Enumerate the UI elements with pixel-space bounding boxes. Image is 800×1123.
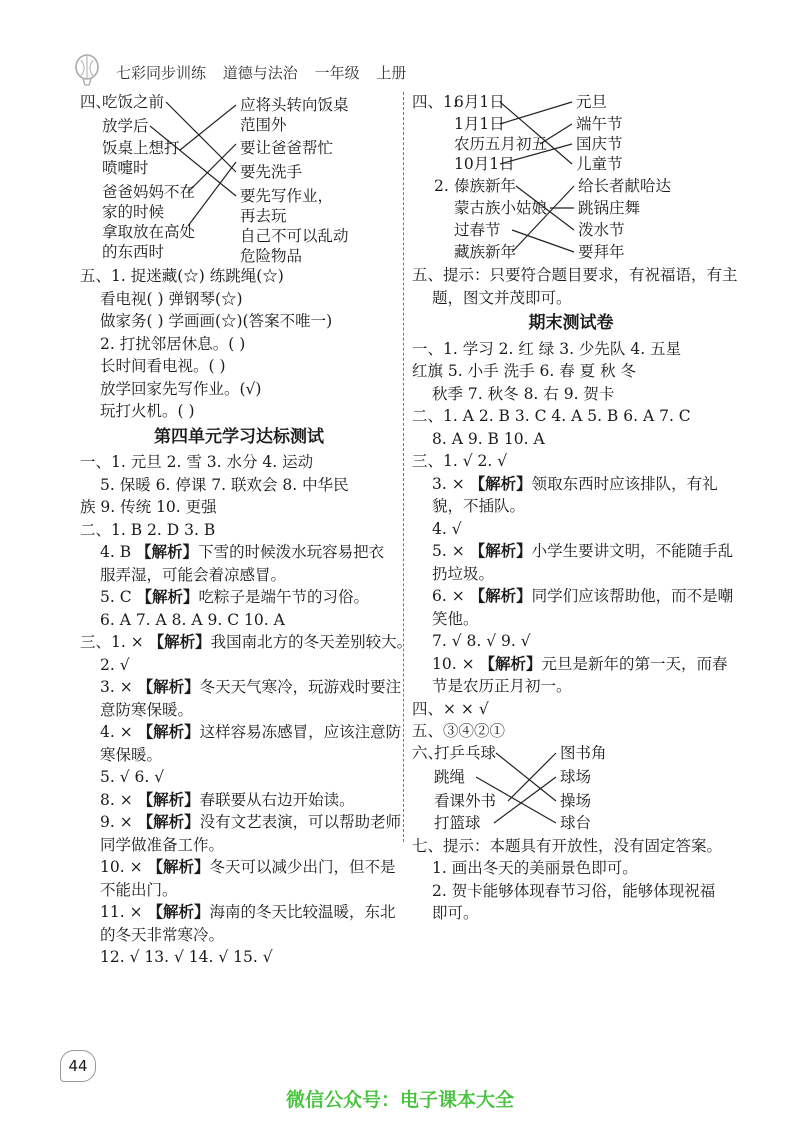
analysis-text: 下雪的时候泼水玩容易把衣 [198, 543, 385, 561]
r4-right-item: 元旦 [576, 93, 608, 111]
q6-left-item: 打乒乓球 [434, 743, 497, 762]
q4-left-item: 放学后 [102, 117, 149, 135]
text-line: 寒保暖。 [100, 745, 163, 764]
final-test-title: 期末测试卷 [528, 313, 614, 333]
analysis-text: 同学们应该帮助他，而不是嘲 [531, 587, 734, 605]
q4-right-item: 要先洗手 [240, 163, 303, 181]
text-line: 题，图文并茂即可。 [432, 288, 572, 307]
text-line: 五、提示：只要符合题目要求，有祝福语，有主 [412, 266, 738, 284]
analysis-text: 小学生要讲文明，不能随手乱 [531, 542, 734, 560]
text-line: 族 9. 传统 10. 更强 [80, 498, 217, 516]
series-name: 七彩同步训练 [116, 64, 207, 82]
unit-test-title: 第四单元学习达标测试 [154, 426, 324, 447]
analysis-tag: 【解析】 [469, 474, 532, 493]
analysis-tag: 【解析】 [137, 678, 200, 696]
q6-right-item: 图书角 [560, 743, 607, 762]
r4b-left-item: 过春节 [454, 221, 501, 239]
text-line: 节是农历正月初一。 [432, 677, 572, 695]
text-line: 意防寒保暖。 [100, 700, 194, 719]
text-line: 2. 打扰邻居休息。( ) [100, 334, 246, 353]
q4-right-item: 自己不可以乱动 危险物品 [240, 227, 349, 265]
answer-number: 3. × [100, 678, 133, 696]
q4-left-item: 爸爸妈妈不在 家的时候 [102, 183, 196, 221]
analysis-text: 领取东西时应该排队，有礼 [531, 474, 718, 493]
text-line: 扔垃圾。 [432, 564, 495, 583]
text-line: 红旗 5. 小手 洗手 6. 春 夏 秋 冬 [412, 362, 636, 380]
analysis-text: 冬天天气寒冷，玩游戏时要注 [199, 678, 402, 696]
q4-right-item: 要让爸爸帮忙 [240, 139, 334, 157]
q6-right-item: 操场 [560, 791, 592, 810]
answer-number: 9. × [100, 813, 133, 831]
text-line: 4. √ [432, 519, 462, 538]
text-line: 2. √ [100, 655, 130, 674]
text-line: 的冬天非常寒冷。 [100, 925, 225, 944]
answer-number: 5. C [100, 588, 132, 606]
text-line: 一、1. 学习 2. 红 绿 3. 少先队 4. 五星 [412, 339, 682, 358]
q6-left-item: 看课外书 [434, 791, 497, 810]
subject-name: 道德与法治 [222, 64, 298, 82]
q4-left-item: 拿取放在高处 的东西时 [102, 223, 196, 261]
q4-right-item: 应将头转向饭桌 范围外 [240, 96, 349, 134]
analysis-tag: 【解析】 [136, 588, 199, 606]
text-line: 做家务( ) 学画画(☆)(答案不唯一) [100, 312, 333, 330]
left-column [80, 92, 413, 969]
text-line: 5. 保暖 6. 停课 7. 联欢会 8. 中华民 [100, 475, 349, 494]
text-line: 五、③④②① [412, 722, 506, 740]
text-line: 四、× × √ [412, 699, 489, 718]
answer-number: 3. × [432, 474, 465, 493]
text-line: 笑他。 [432, 609, 479, 628]
analysis-tag: 【解析】 [137, 723, 200, 741]
text-line: 服弄湿，可能会着凉感冒。 [100, 565, 287, 584]
text-line: 1. 画出冬天的美丽景色即可。 [432, 859, 638, 877]
q4-left-item: 吃饭之前 [102, 93, 165, 111]
r4b-left-item: 藏族新年 [454, 243, 517, 261]
page-header [70, 50, 730, 90]
r4b-right-item: 跳锅庄舞 [578, 199, 641, 217]
text-line: 不能出门。 [100, 880, 178, 899]
balloon-logo-icon [70, 54, 104, 88]
r4b-right-item: 要拜年 [578, 243, 625, 261]
q4-left-item: 饭桌上想打 喷嚏时 [102, 139, 180, 177]
answer-number: 三、1. × [80, 633, 144, 651]
text-line: 五、1. 捉迷藏(☆) 练跳绳(☆) [80, 267, 284, 285]
text-line: 二、1. A 2. B 3. C 4. A 5. B 6. A 7. C [412, 407, 691, 425]
answer-number: 6. × [432, 587, 465, 605]
analysis-text: 我国南北方的冬天差别较大。 [210, 633, 413, 651]
answer-number: 8. × [100, 790, 133, 809]
analysis-tag: 【解析】 [137, 790, 200, 809]
analysis-text: 元旦是新年的第一天，而春 [541, 654, 728, 673]
header-text [116, 62, 418, 83]
answer-number: 10. × [100, 858, 143, 876]
answer-number: 11. × [100, 903, 143, 921]
q6-label: 六、 [412, 743, 444, 762]
analysis-text: 这样容易冻感冒，应该注意防 [199, 723, 402, 741]
text-line: 玩打火机。( ) [100, 402, 195, 420]
analysis-tag: 【解析】 [469, 542, 532, 560]
answer-number: 5. × [432, 542, 465, 560]
matching-question-4-1 [412, 92, 730, 174]
text-line: 二、1. B 2. D 3. B [80, 520, 216, 539]
text-line: 12. √ 13. √ 14. √ 15. √ [100, 948, 273, 966]
r4-left-item: 6月1日 [454, 93, 505, 111]
matching-question-4 [80, 92, 398, 265]
analysis-tag: 【解析】 [148, 633, 211, 651]
analysis-text: 春联要从右边开始读。 [199, 790, 355, 809]
grade-name: 一年级 [314, 64, 360, 82]
watermark-text: 微信公众号：电子课本大全 [285, 1089, 514, 1111]
analysis-text: 冬天可以减少出门，但不是 [209, 858, 396, 876]
text-line: 8. A 9. B 10. A [432, 429, 545, 448]
answer-number: 10. × [432, 654, 475, 673]
analysis-tag: 【解析】 [136, 543, 199, 561]
r4b-label: 2. [434, 177, 449, 195]
text-line: 一、1. 元旦 2. 雪 3. 水分 4. 运动 [80, 453, 314, 471]
analysis-tag: 【解析】 [479, 654, 542, 673]
analysis-tag: 【解析】 [147, 858, 210, 876]
analysis-text: 没有文艺表演，可以帮助老师 [199, 813, 402, 831]
text-line: 秋季 7. 秋冬 8. 右 9. 贺卡 [432, 384, 615, 403]
text-line: 放学回家先写作业。(√) [100, 379, 262, 398]
r4-left-item: 农历五月初五 [454, 135, 548, 153]
page-number: 44 [60, 1050, 96, 1082]
analysis-text: 吃粽子是端午节的习俗。 [198, 588, 370, 606]
r4-right-item: 端午节 [576, 115, 623, 133]
analysis-text: 海南的冬天比较温暖，东北 [209, 903, 396, 921]
matching-question-6 [412, 743, 730, 835]
text-line: 七、提示：本题具有开放性，没有固定答案。 [412, 836, 723, 855]
r4-label: 四、1. [412, 93, 458, 111]
analysis-tag: 【解析】 [469, 587, 532, 605]
text-line: 同学做准备工作。 [100, 835, 225, 854]
text-line: 2. 贺卡能够体现春节习俗，能够体现祝福 [432, 881, 716, 900]
matching-question-4-2 [412, 176, 730, 264]
q4-right-item: 要先写作业， 再去玩 [240, 187, 334, 225]
answer-number: 4. × [100, 723, 133, 741]
r4-right-item: 国庆节 [576, 135, 623, 153]
text-line: 长时间看电视。( ) [100, 357, 226, 375]
text-line: 看电视( ) 弹钢琴(☆) [100, 289, 243, 308]
r4-right-item: 儿童节 [576, 155, 623, 173]
q6-left-item: 跳绳 [434, 767, 466, 786]
r4b-right-item: 给长者献哈达 [578, 177, 672, 195]
q6-left-item: 打篮球 [434, 813, 481, 832]
r4b-right-item: 泼水节 [578, 221, 625, 239]
r4b-left-item: 傣族新年 [454, 177, 517, 195]
r4-left-item: 1月1日 [454, 115, 505, 133]
analysis-tag: 【解析】 [147, 903, 210, 921]
analysis-tag: 【解析】 [137, 813, 200, 831]
text-line: 7. √ 8. √ 9. √ [432, 632, 531, 650]
text-line: 5. √ 6. √ [100, 768, 165, 786]
r4-left-item: 10月1日 [454, 155, 515, 173]
r4b-left-item: 蒙古族小姑娘 [454, 199, 548, 217]
column-divider [403, 92, 404, 842]
q4-label: 四、 [80, 93, 112, 111]
text-line: 貌，不插队。 [432, 497, 526, 515]
q6-right-item: 球场 [560, 767, 592, 786]
text-line: 6. A 7. A 8. A 9. C 10. A [100, 610, 285, 629]
q6-right-item: 球台 [560, 813, 592, 832]
right-column [412, 92, 738, 925]
volume-name: 上册 [376, 64, 407, 82]
text-line: 即可。 [432, 904, 479, 922]
question-5-block [80, 265, 398, 423]
text-line: 三、1. √ 2. √ [412, 452, 508, 470]
answer-number: 4. B [100, 543, 132, 561]
